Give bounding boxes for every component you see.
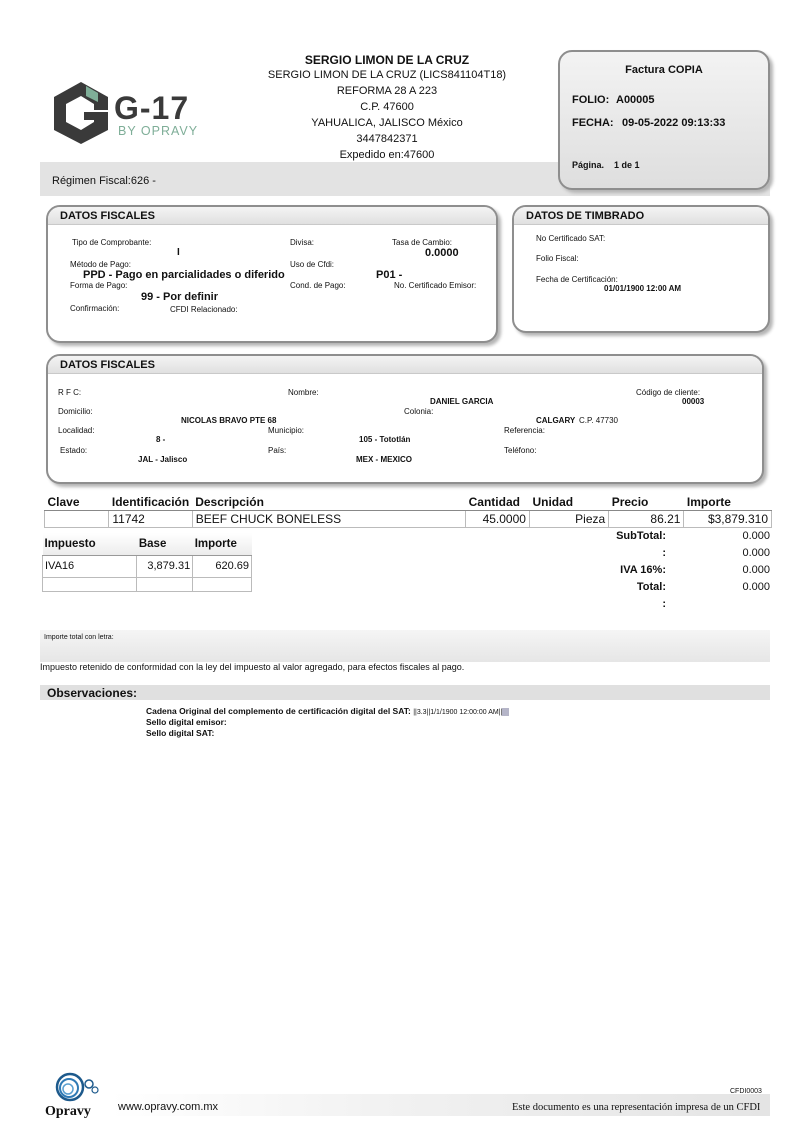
issuer-street: REFORMA 28 A 223 <box>336 85 438 97</box>
tipo-label: Tipo de Comprobante: <box>72 238 152 247</box>
empty-cell <box>137 577 193 591</box>
cadena-end-mark <box>502 708 509 716</box>
cell-identificacion: 11742 <box>109 510 192 527</box>
col-cantidad: Cantidad <box>466 494 530 510</box>
cadena-label: Cadena Original del complemento de certificación digital del SAT: <box>146 706 411 716</box>
fecha-value: 09-05-2022 09:13:33 <box>622 117 726 129</box>
divisa-label: Divisa: <box>290 238 315 247</box>
codigo-label: Código de cliente: <box>636 388 701 397</box>
pais-label: País: <box>268 446 287 455</box>
sello-sat-label: Sello digital SAT: <box>146 728 215 738</box>
opravy-bubbles-icon <box>44 1072 104 1106</box>
metodo-value: PPD - Pago en parcialidades o diferido <box>83 269 285 281</box>
invoice-title: Factura COPIA <box>625 64 703 76</box>
col-clave: Clave <box>45 494 109 510</box>
cert-sat-label: No Certificado SAT: <box>536 234 606 243</box>
folio-value: A00005 <box>616 94 655 106</box>
domicilio-label: Domicilio: <box>58 407 93 416</box>
domicilio-value: NICOLAS BRAVO PTE 68 <box>181 416 277 425</box>
items-table <box>44 494 772 528</box>
cfdi-relacionado-label: CFDI Relacionado: <box>170 305 238 314</box>
col-unidad: Unidad <box>529 494 608 510</box>
totals-row <box>560 530 772 547</box>
company-logo <box>50 80 220 150</box>
fecha-cert-value: 01/01/1900 12:00 AM <box>604 284 682 293</box>
subtotal-value: 0.000 <box>742 530 770 542</box>
estado-label: Estado: <box>60 446 88 455</box>
timbrado-title: DATOS DE TIMBRADO <box>514 207 768 225</box>
table-row <box>43 577 252 591</box>
uso-value: P01 - <box>376 269 403 281</box>
localidad-value: 8 - <box>156 435 166 444</box>
importe-letra-band <box>40 630 770 662</box>
col-impuesto: Impuesto <box>43 533 137 555</box>
leyenda-impuesto: Impuesto retenido de conformidad con la ley del impuesto al valor agregado, para efectos fiscales al pago. <box>40 662 465 672</box>
codigo-value: 00003 <box>682 397 705 406</box>
referencia-label: Referencia: <box>504 426 545 435</box>
metodo-label: Método de Pago: <box>70 260 131 269</box>
forma-label: Forma de Pago: <box>70 281 128 290</box>
cell-cantidad: 45.0000 <box>466 510 530 527</box>
issuer-phone: 3447842371 <box>356 133 418 145</box>
telefono-label: Teléfono: <box>504 446 537 455</box>
confirmacion-label: Confirmación: <box>70 304 120 313</box>
forma-value: 99 - Por definir <box>141 291 219 303</box>
totals-block <box>560 530 772 615</box>
iva-value: 0.000 <box>742 564 770 576</box>
footer-code: CFDI0003 <box>730 1088 762 1095</box>
empty-cell <box>43 577 137 591</box>
importe-letra-label: Importe total con letra: <box>44 634 114 641</box>
estado-value: JAL - Jalisco <box>138 455 188 464</box>
col-precio: Precio <box>609 494 684 510</box>
regimen-fiscal: Régimen Fiscal:626 - <box>52 175 156 187</box>
cond-label: Cond. de Pago: <box>290 281 346 290</box>
colonia-cp: C.P. 47730 <box>579 416 618 425</box>
cell-clave <box>45 510 109 527</box>
observaciones-band <box>40 685 770 700</box>
colonia-label: Colonia: <box>404 407 434 416</box>
issuer-cp: C.P. 47600 <box>360 101 414 113</box>
table-row <box>45 510 772 527</box>
issuer-city: YAHUALICA, JALISCO México <box>311 117 463 129</box>
cell-descripcion: BEEF CHUCK BONELESS <box>192 510 465 527</box>
pais-value: MEX - MEXICO <box>356 455 413 464</box>
issuer-block <box>255 53 519 165</box>
folio-fiscal-label: Folio Fiscal: <box>536 254 579 263</box>
issuer-name: SERGIO LIMON DE LA CRUZ <box>304 53 470 67</box>
folio-label: FOLIO: <box>572 94 610 106</box>
items-header-row <box>45 494 772 510</box>
impuestos-table <box>42 533 252 592</box>
col-importe: Importe <box>684 494 772 510</box>
observaciones-title: Observaciones: <box>47 686 138 700</box>
timbrado-box <box>512 205 770 333</box>
uso-label: Uso de Cfdi: <box>290 260 335 269</box>
cadena-value: ||3.3||1/1/1900 12:00:00 AM|| <box>413 709 503 716</box>
col-identificacion: Identificación <box>109 494 192 510</box>
totals-blank-label: : <box>662 547 666 559</box>
cell-unidad: Pieza <box>529 510 608 527</box>
invoice-box <box>558 50 770 190</box>
fecha-cert-label: Fecha de Certificación: <box>536 275 618 284</box>
nombre-label: Nombre: <box>288 388 319 397</box>
sello-emisor-label: Sello digital emisor: <box>146 717 227 727</box>
issuer-expedido: Expedido en:47600 <box>339 149 435 161</box>
municipio-label: Municipio: <box>268 426 305 435</box>
datos-fiscales-title: DATOS FISCALES <box>48 207 496 225</box>
colonia-value: CALGARY <box>536 416 576 425</box>
rfc-label: R F C: <box>58 388 82 397</box>
table-row <box>43 555 252 577</box>
col-descripcion: Descripción <box>192 494 465 510</box>
opravy-brand: Opravy <box>45 1104 91 1119</box>
opravy-logo <box>44 1072 106 1122</box>
col-impuesto-importe: Importe <box>193 533 252 555</box>
tasa-label: Tasa de Cambio: <box>392 238 453 247</box>
cell-importe: $3,879.310 <box>684 510 772 527</box>
impuestos-header-row <box>43 533 252 555</box>
total-value: 0.000 <box>742 581 770 593</box>
totals-row <box>560 547 772 564</box>
iva-label: IVA 16%: <box>620 564 666 576</box>
g17-logo-mark-icon <box>50 80 112 146</box>
cadena-original <box>146 706 509 716</box>
pagina-value: 1 de 1 <box>614 160 640 170</box>
datos-fiscales-box <box>46 205 498 343</box>
tasa-value: 0.0000 <box>425 247 459 259</box>
cell-base: 3,879.31 <box>137 555 193 577</box>
totals-blank-value: 0.000 <box>742 547 770 559</box>
localidad-label: Localidad: <box>58 426 95 435</box>
cert-emisor-label: No. Certificado Emisor: <box>394 281 477 290</box>
receptor-box <box>46 354 764 484</box>
subtotal-label: SubTotal: <box>616 530 666 542</box>
cell-precio: 86.21 <box>609 510 684 527</box>
logo-big-text: G-17 <box>114 90 190 126</box>
nombre-value: DANIEL GARCIA <box>430 397 494 406</box>
totals-row <box>560 598 772 615</box>
cell-impuesto-importe: 620.69 <box>193 555 252 577</box>
totals-row <box>560 581 772 598</box>
tipo-value: I <box>177 247 180 258</box>
cell-impuesto: IVA16 <box>43 555 137 577</box>
totals-row <box>560 564 772 581</box>
receptor-title: DATOS FISCALES <box>48 356 762 374</box>
pagina-label: Página. <box>572 160 605 170</box>
issuer-name-rfc: SERGIO LIMON DE LA CRUZ (LICS841104T18) <box>267 69 507 81</box>
total-label: Total: <box>636 581 666 593</box>
footer-note: Este documento es una representación impresa de un CFDI <box>512 1102 761 1113</box>
footer-url[interactable]: www.opravy.com.mx <box>118 1101 219 1113</box>
municipio-value: 105 - Tototlán <box>359 435 411 444</box>
logo-small-text: BY OPRAVY <box>118 124 199 138</box>
fecha-label: FECHA: <box>572 117 614 129</box>
empty-cell <box>193 577 252 591</box>
col-base: Base <box>137 533 193 555</box>
totals-last-label: : <box>662 598 666 610</box>
